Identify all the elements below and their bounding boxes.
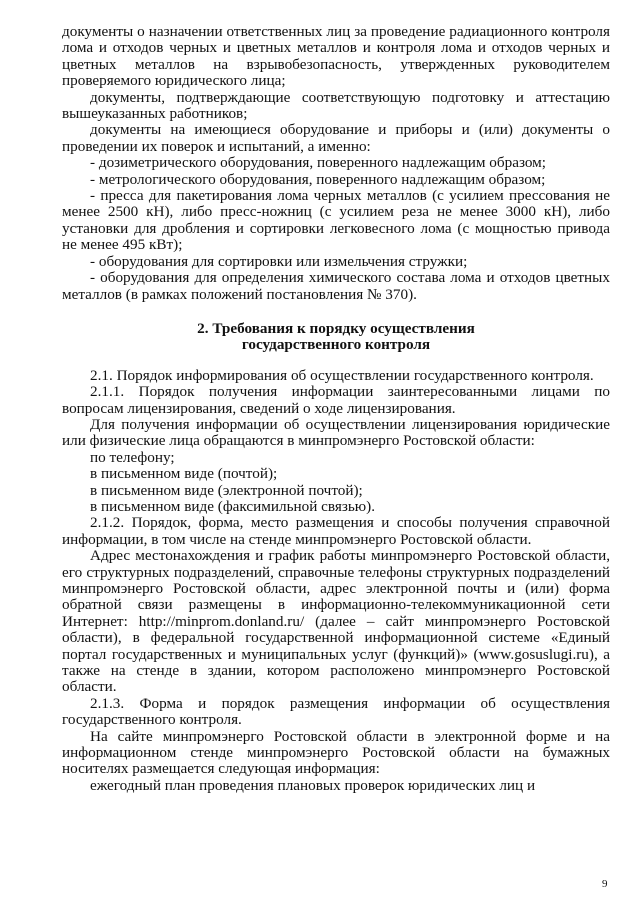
list-item: в письменном виде (электронной почтой); [90, 481, 363, 499]
paragraph: 2.1.3. Форма и порядок размещения информации об осуществления государственного контроля. [62, 694, 610, 729]
list-item: - оборудования для определения химического состава лома и отходов цветных металлов (в рамках положений постановления № 370). [62, 269, 610, 303]
list-item: - дозиметрического оборудования, поверенного надлежащим образом; [90, 154, 547, 172]
spacer [62, 303, 610, 321]
list-item: - метрологического оборудования, поверенного надлежащим образом; [90, 170, 546, 188]
section-heading-line-2: государственного контроля [241, 336, 431, 354]
paragraph: Адрес местонахождения и график работы минпромэнерго Ростовской области, его структурных подразделений, справочные телефоны структурных подразделений минпромэнерго Ростовской области, адрес электронной почты и (или) форма обратной связи размещены в информационно-телекоммуникационной сети Интернет: http://minprom.donland.ru/ (далее – сайт минпромэнерго Ростовской области), в федеральной государственной информационной системе «Единый портал государственных и муниципальных услуг (функций)» (www.gosuslugi.ru), а также на стенде в здании, котором расположено минпромэнерго Ростовской области. [62, 547, 610, 696]
document-body [62, 24, 610, 794]
list-item: - пресса для пакетирования лома черных металлов (с усилием прессования не менее 2500 кН), либо пресс-ножниц (с усилием реза не менее 3000 кН), либо установки для дробления и сортировки легковесного лома (с мощностью привода не менее 495 кВт); [62, 187, 610, 254]
list-item: в письменном виде (факсимильной связью). [90, 497, 375, 515]
paragraph: 2.1.1. Порядок получения информации заинтересованными лицами по вопросам лицензирования, сведений о ходе лицензирования. [62, 383, 610, 417]
section-heading-line-1: 2. Требования к порядку осуществления [197, 319, 475, 337]
paragraph: документы на имеющиеся оборудование и приборы и (или) документы о проведении их поверок и испытаний, а именно: [62, 121, 610, 155]
list-item: по телефону; [90, 448, 175, 466]
list-item: - оборудования для сортировки или измельчения стружки; [90, 252, 468, 270]
paragraph: 2.1.2. Порядок, форма, место размещения и способы получения справочной информации, в том числе на стенде минпромэнерго Ростовской области. [62, 514, 610, 548]
paragraph: 2.1. Порядок информирования об осуществлении государственного контроля. [90, 366, 594, 384]
paragraph: Для получения информации об осуществлении лицензирования юридические или физические лица обращаются в минпромэнерго Ростовской области: [62, 415, 610, 450]
paragraph: документы о назначении ответственных лиц за проведение радиационного контроля лома и отходов черных и цветных металлов и контроля лома и отходов черных и цветных металлов на взрывобезопасность, утвержденных руководителем проверяемого юридического лица; [62, 23, 610, 90]
spacer [62, 354, 610, 368]
paragraph: На сайте минпромэнерго Ростовской области в электронной форме и на информационном стенде минпромэнерго Ростовской области на бумажных носителях размещается следующая информация: [62, 727, 610, 778]
paragraph: документы, подтверждающие соответствующую подготовку и аттестацию вышеуказанных работников; [62, 88, 610, 123]
paragraph: ежегодный план проведения плановых проверок юридических лиц и [90, 776, 536, 794]
list-item: в письменном виде (почтой); [90, 465, 278, 483]
page-number: 9 [602, 878, 608, 890]
